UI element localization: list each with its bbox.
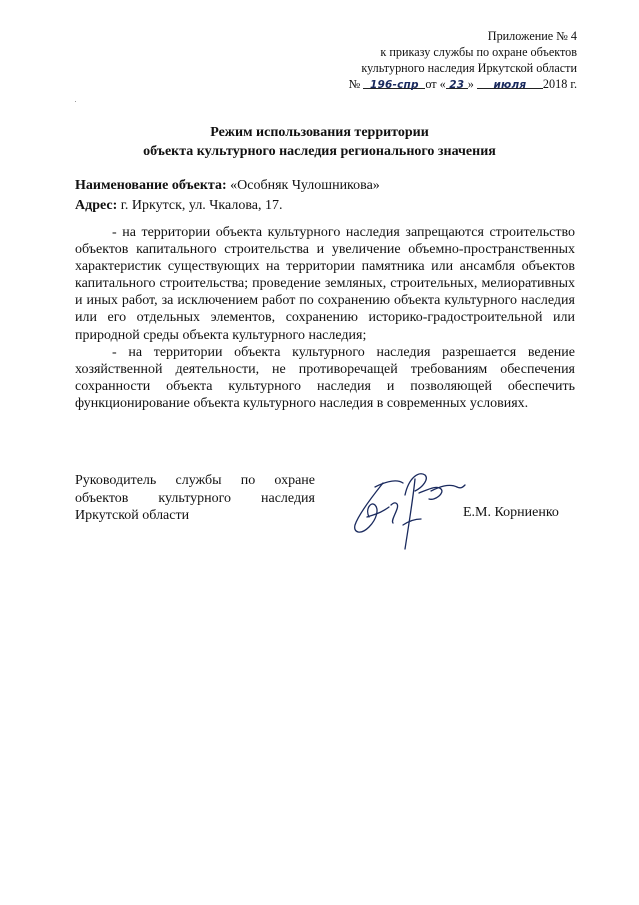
appendix-order-ref: к приказу службы по охране объектов	[380, 45, 577, 59]
title-line-2: объекта культурного наследия регионального значения	[143, 144, 496, 159]
handwritten-signature	[345, 465, 470, 555]
order-year: 2018 г.	[542, 77, 577, 91]
object-address-label: Адрес:	[75, 198, 118, 213]
order-number-prefix: №	[348, 77, 361, 91]
appendix-header	[349, 28, 577, 92]
object-name-label: Наименование объекта:	[75, 178, 227, 193]
order-date-prefix: от «	[425, 77, 446, 91]
prohibitions-paragraph: - на территории объекта культурного наследия запрещаются строительство объектов капитального строительства и увеличение объемно-пространственных характеристик существующих на территории памятника или ансамбля объектов капитального строительства; проведение земляных, строительных, мелиоративных и иных работ, за исключением работ по сохранению объекта культурного наследия или его отдельных элементов, сохранению историко-градостроительной или природной среды объекта культурного наследия;	[75, 225, 575, 343]
signatory-position: Руководитель службы по охране объектов культурного наследия Иркутской области	[75, 473, 315, 523]
object-address-value: г. Иркутск, ул. Чкалова, 17.	[117, 198, 283, 213]
appendix-number: Приложение № 4	[487, 29, 577, 43]
order-number-blank	[363, 76, 425, 89]
title-line-1: Режим использования территории	[210, 125, 429, 140]
object-info	[75, 176, 575, 216]
object-name-row	[75, 176, 575, 196]
order-date-close: »	[467, 77, 474, 91]
order-month-handwritten: июля	[493, 79, 527, 91]
permissions-paragraph: - на территории объекта культурного наследия разрешается ведение хозяйственной деятельности, не противоречащей требованиям обеспечения сохранности объекта культурного наследия и позволяющей обеспечить функционирование объекта культурного наследия в современных условиях.	[75, 344, 575, 411]
order-number-handwritten: 196-спр	[370, 79, 419, 91]
order-day-blank	[446, 76, 468, 89]
signatory-name: Е.М. Корниенко	[463, 505, 559, 520]
regime-text	[75, 224, 575, 412]
order-day-handwritten: 23	[449, 79, 465, 91]
appendix-authority: культурного наследия Иркутской области	[361, 61, 577, 75]
object-name-value: «Особняк Чулошникова»	[226, 178, 380, 193]
appendix-order-line	[349, 76, 577, 92]
object-address-row	[75, 196, 575, 216]
document-title	[0, 123, 639, 161]
order-month-blank	[477, 76, 543, 89]
scan-speck	[75, 101, 76, 102]
